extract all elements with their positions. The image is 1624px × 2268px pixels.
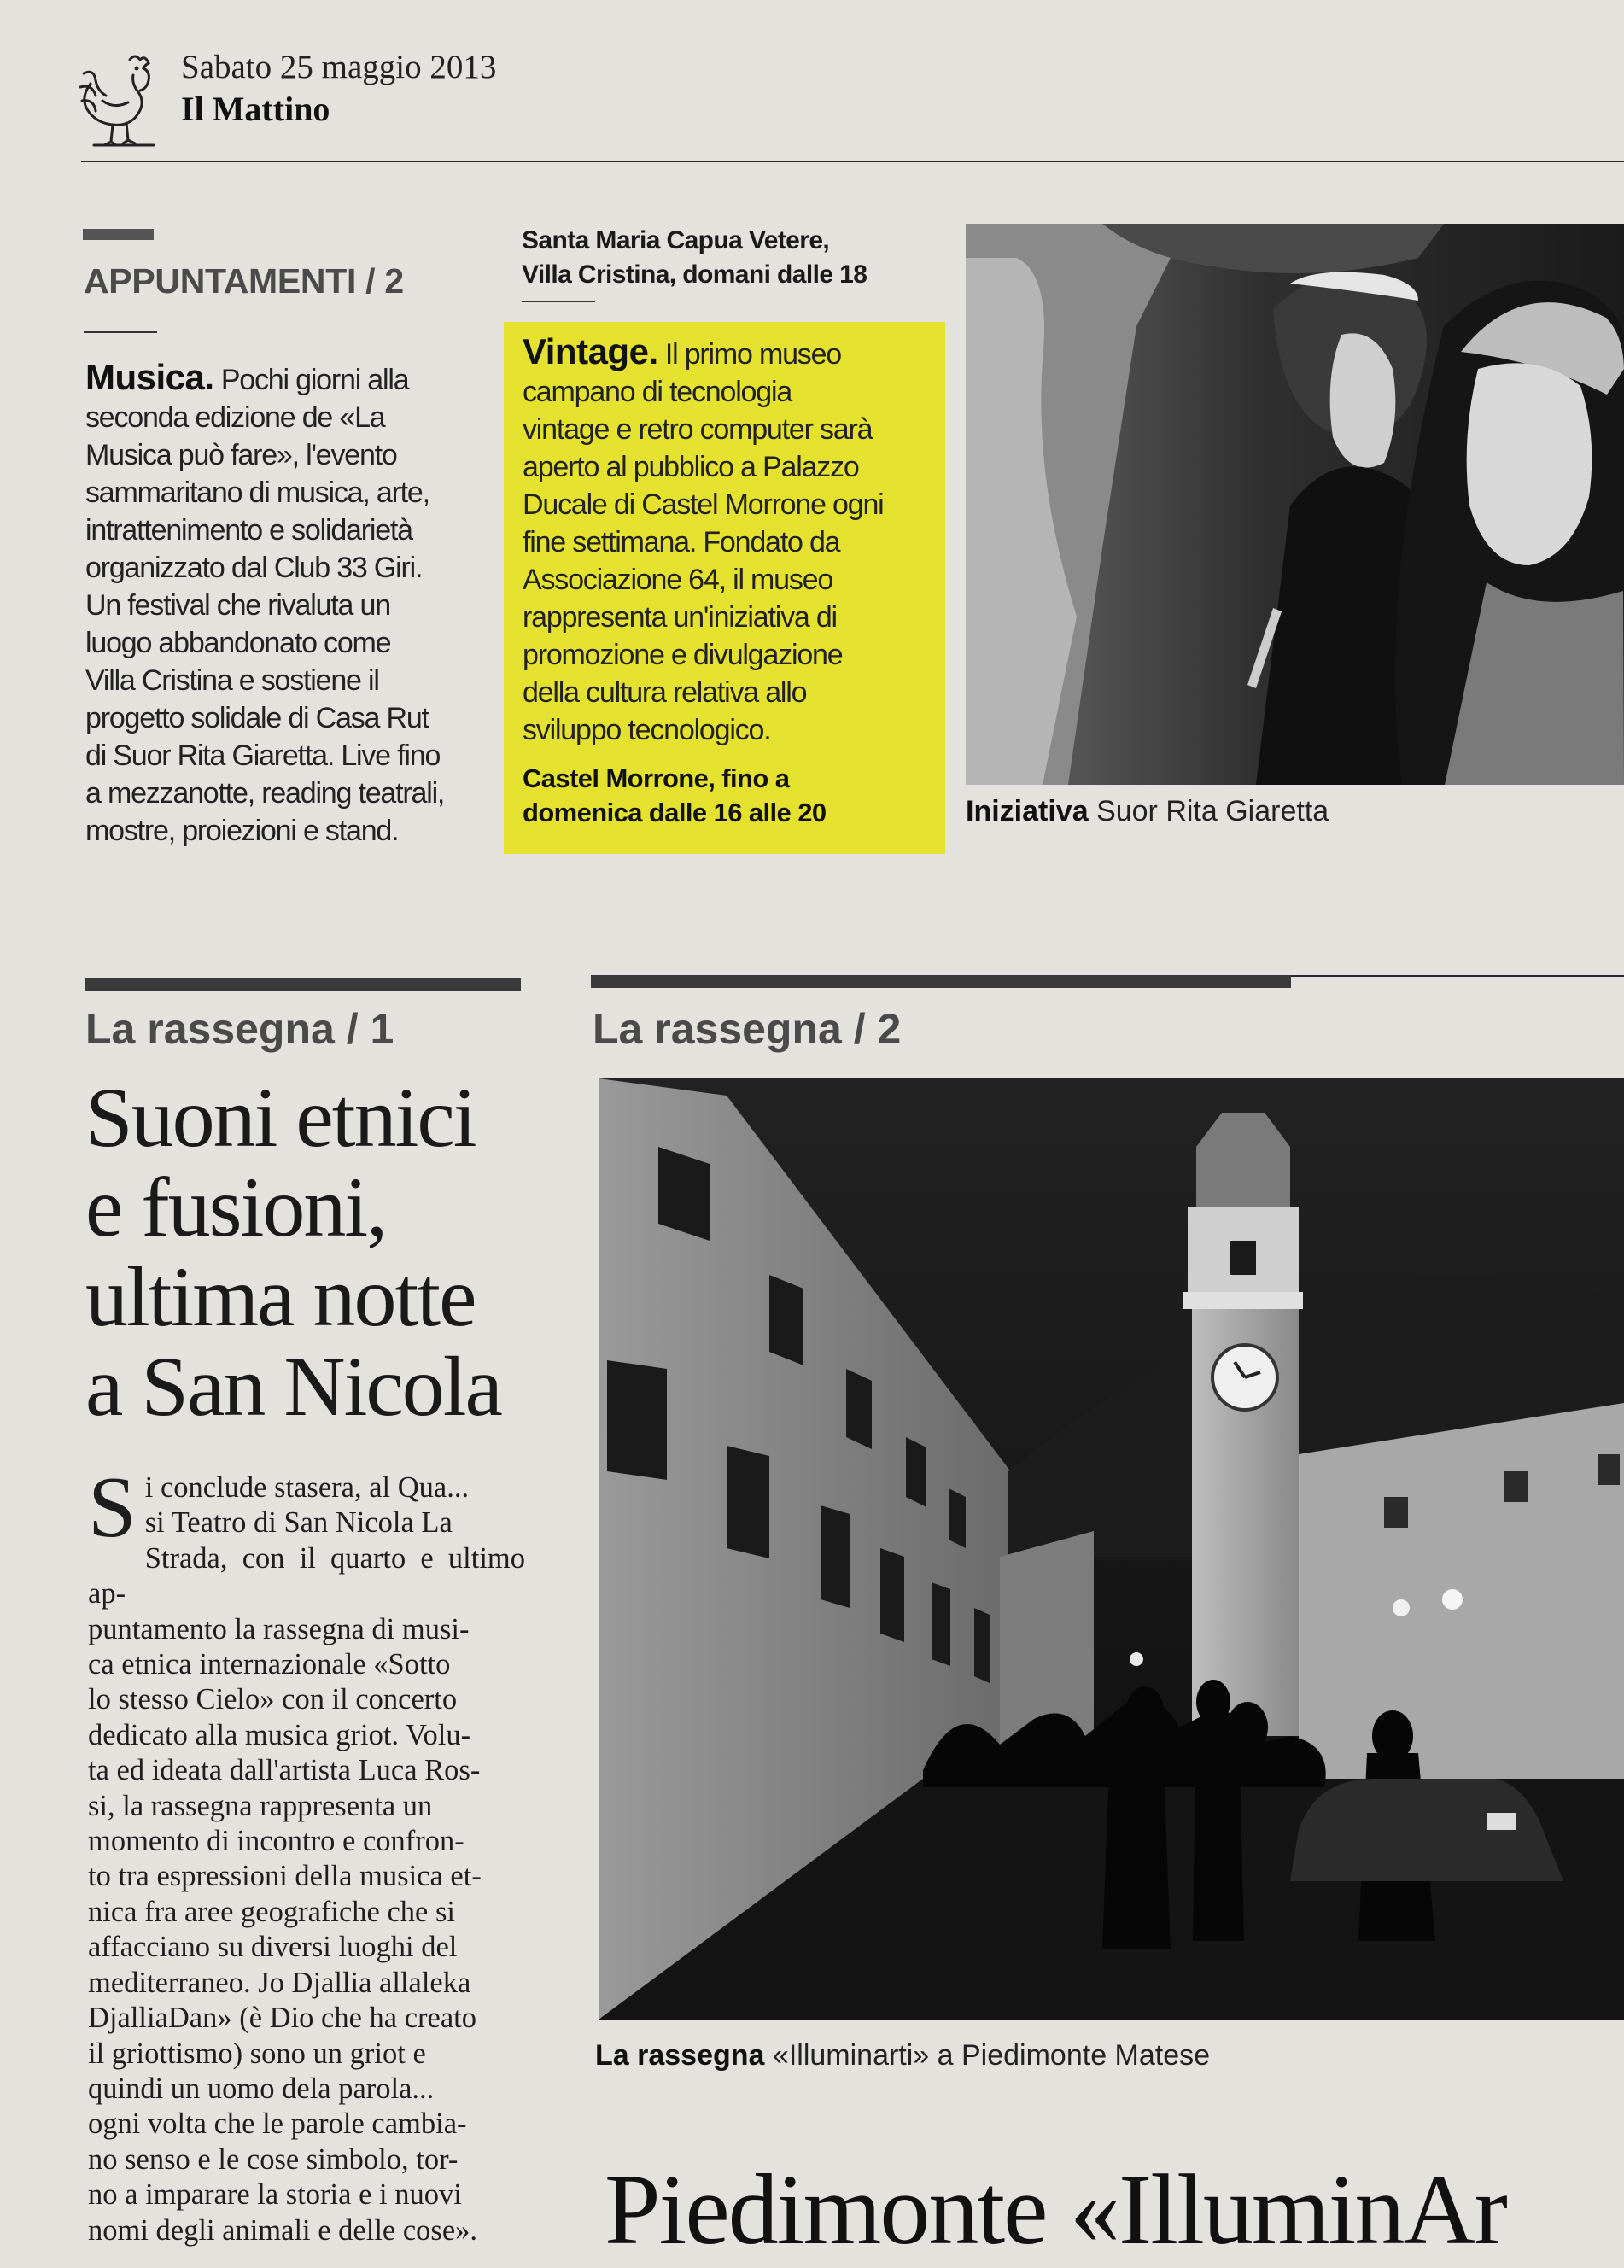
- musica-line: sammaritano di musica, arte,: [85, 476, 429, 509]
- body-line: ta ed ideata dall'artista Luca Ros-: [88, 1754, 481, 1787]
- vintage-lead: Vintage.: [523, 331, 658, 371]
- body-line: DjalliaDan» (è Dio che ha creato: [88, 2002, 476, 2035]
- vintage-line: Ducale di Castel Morrone ogni: [523, 488, 884, 521]
- caption-text: «Illuminarti» a Piedimonte Matese: [772, 2039, 1211, 2072]
- body-line: ca etnica internazionale «Sotto: [88, 1648, 451, 1681]
- musica-line: seconda edizione de «La: [85, 401, 385, 434]
- section-label-appuntamenti: APPUNTAMENTI / 2: [84, 261, 404, 301]
- body-line: nomi degli animali e delle cose».: [88, 2213, 478, 2247]
- newspaper-name: Il Mattino: [181, 90, 330, 128]
- divider: [84, 331, 157, 333]
- musica-line: intrattenimento e solidarietà: [85, 514, 412, 547]
- caption-label: Iniziativa: [966, 795, 1089, 827]
- body-line: lo stesso Cielo» con il concerto: [88, 1683, 458, 1716]
- rooster-icon: [77, 50, 172, 150]
- vintage-line: Associazione 64, il museo: [523, 564, 833, 596]
- photo-caption: [966, 795, 1329, 828]
- photo-piedimonte-night: [599, 1078, 1624, 2020]
- vintage-line: della cultura relativa allo: [523, 676, 807, 709]
- musica-line-0: Musica. Pochi giorni alla: [85, 357, 409, 397]
- body-line: to tra espressioni della musica et-: [88, 1860, 482, 1893]
- vintage-article: [523, 333, 932, 749]
- photo-suor-rita: [966, 224, 1624, 785]
- issue-date: Sabato 25 maggio 2013: [181, 49, 497, 85]
- article-body: [88, 1459, 525, 2248]
- body-line: nica fra aree geografiche che si: [88, 1895, 456, 1928]
- body-line: si, la rassegna rappresenta un: [88, 1789, 433, 1822]
- vintage-line: vintage e retro computer sarà: [523, 413, 873, 446]
- drop-cap: S: [88, 1459, 137, 1556]
- body-line: momento di incontro e confron-: [88, 1825, 464, 1858]
- musica-line: Un festival che rivaluta un: [85, 589, 390, 622]
- vintage-line: fine settimana. Fondato da: [523, 526, 840, 558]
- headline: [85, 1070, 529, 1434]
- body-line: quindi un uomo dela parola...: [88, 2072, 435, 2105]
- section-label-rassegna-1: La rassegna / 1: [85, 1005, 394, 1053]
- schedule-line: domenica dalle 16 alle 20: [523, 798, 827, 827]
- musica-line: Villa Cristina e sostiene il: [85, 664, 379, 697]
- vintage-schedule: [523, 762, 932, 830]
- vintage-line: campano di tecnologia: [523, 376, 792, 408]
- body-line: no a imparare la storia e i nuovi: [88, 2178, 462, 2212]
- body-line: puntamento la rassegna di musi-: [88, 1612, 470, 1645]
- caption-label: La rassegna: [595, 2039, 765, 2072]
- body-line: dedicato alla musica griot. Volu-: [88, 1718, 471, 1751]
- vintage-line: promozione e divulgazione: [523, 639, 843, 671]
- divider: [522, 301, 595, 302]
- body-line: affacciano su diversi luoghi del: [88, 1931, 458, 1964]
- headline-line: e fusioni,: [85, 1160, 387, 1254]
- musica-line: luogo abbandonato come: [85, 627, 391, 659]
- vintage-line: aperto al pubblico a Palazzo: [523, 451, 859, 483]
- venue-line: Villa Cristina, domani dalle 18: [522, 260, 867, 289]
- headline-line: a San Nicola: [85, 1339, 501, 1434]
- venue-line: Santa Maria Capua Vetere,: [522, 226, 830, 254]
- venue-info: [522, 224, 867, 292]
- section-rule: [85, 978, 521, 991]
- body-line: il griottismo) sono un griot e: [88, 2037, 426, 2070]
- cut-off-headline: Piedimonte «IlluminAr: [605, 2154, 1506, 2265]
- musica-line: a mezzanotte, reading teatrali,: [85, 777, 445, 810]
- vintage-line: sviluppo tecnologico.: [523, 714, 771, 746]
- body-line: si Teatro di San Nicola La: [144, 1506, 453, 1540]
- body-line: i conclude stasera, al Qua...: [144, 1471, 470, 1504]
- musica-lead: Musica.: [85, 357, 214, 397]
- vintage-line-0: Vintage. Il primo museo: [523, 331, 842, 371]
- headline-line: ultima notte: [85, 1249, 476, 1344]
- musica-line: organizzato dal Club 33 Giri.: [85, 552, 423, 584]
- musica-line: di Suor Rita Giaretta. Live fino: [85, 739, 441, 772]
- musica-article: [85, 359, 487, 850]
- photo-caption: [595, 2039, 1210, 2072]
- section-label-rassegna-2: La rassegna / 2: [593, 1005, 902, 1053]
- schedule-line: Castel Morrone, fino a: [523, 763, 790, 793]
- headline-line: Suoni etnici: [85, 1070, 476, 1165]
- body-line: no senso e le cose simbolo, tor-: [88, 2142, 459, 2176]
- caption-text: Suor Rita Giaretta: [1096, 795, 1329, 827]
- section-tab: [83, 229, 154, 240]
- masthead-rule: [81, 161, 1624, 162]
- musica-line: progetto solidale di Casa Rut: [85, 702, 429, 734]
- section-rule: [591, 975, 1291, 988]
- body-line: mediterraneo. Jo Djallia allaleka: [88, 1966, 471, 1999]
- musica-line: Musica può fare», l'evento: [85, 439, 397, 471]
- body-line: Strada, con il quarto e ultimo ap-: [88, 1541, 525, 1610]
- musica-line: mostre, proiezioni e stand.: [85, 815, 399, 847]
- vintage-line: rappresenta un'iniziativa di: [523, 601, 837, 634]
- body-line: ogni volta che le parole cambia-: [88, 2107, 467, 2141]
